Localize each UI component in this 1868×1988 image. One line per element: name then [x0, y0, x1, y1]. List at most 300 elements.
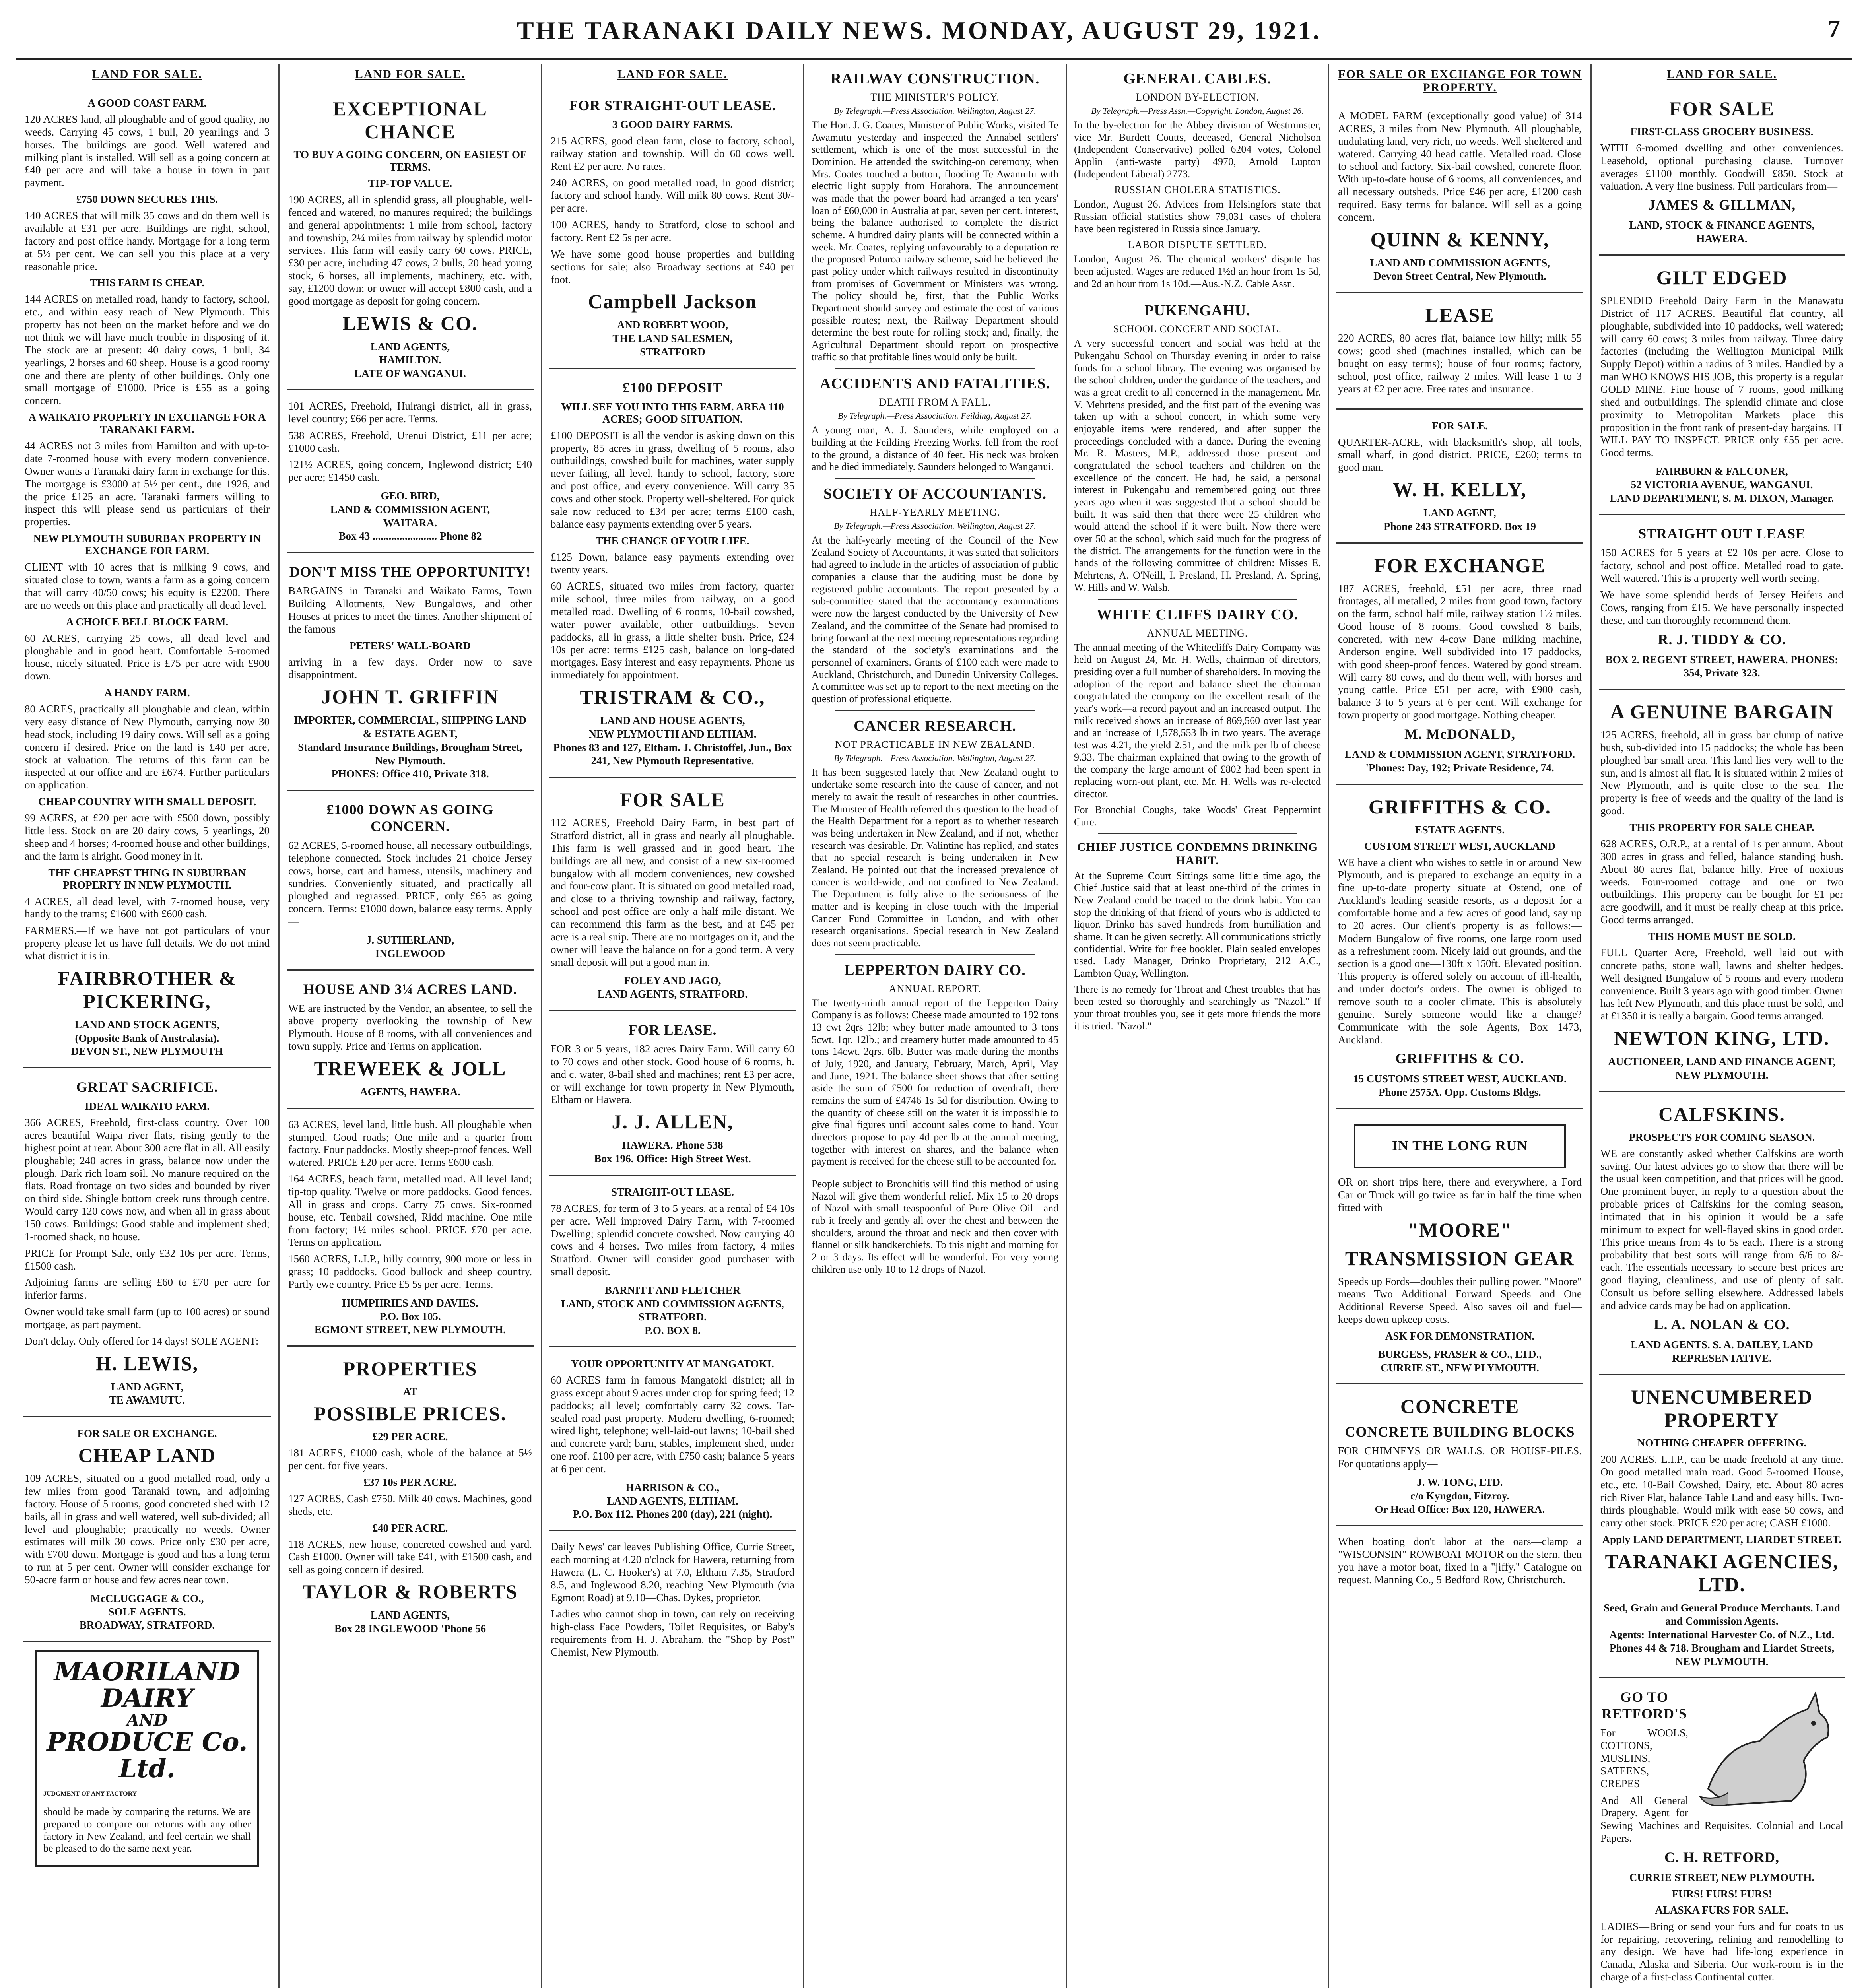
article-headline: ACCIDENTS AND FATALITIES. [819, 375, 1051, 392]
logo-line: MAORILAND DAIRY [54, 1657, 241, 1714]
fur-subheading: ALASKA FURS FOR SALE. [1655, 1904, 1789, 1916]
ad-apply: Apply LAND DEPARTMENT, LIARDET STREET. [1602, 1533, 1842, 1545]
ad-title: FOR SALE [1669, 97, 1775, 120]
ad-note: Owner would take small farm (up to 100 acres) or sound mortgage, as part payment. [25, 1306, 270, 1330]
ad-body: 144 ACRES on metalled road, handy to factory, school, etc., and within easy reach of New Plymouth. This property has not been on the market before and we do not think we will have much trouble in disposing of it. The stock are at present: 40 dairy cows, 1 bull, 34 yearlings, 2 horses and 60 sheep. House is a good roomy one and there are plenty of other buildings. Only one small mortgage of £1000. Price is £55 as a going concern. [25, 293, 270, 407]
ad-body: 80 ACRES, practically all ploughable and clean, within very easy distance of New Plymouth, carrying now 30 head stock, including 19 dairy cows. Will sell as a going concern if desired. Price on the land is £40 per acre, stock at valuation. The returns of this farm can be inspected at our office and are £674. Further particulars on application. [25, 703, 270, 791]
ad-fairburn-falconer [1599, 256, 1845, 515]
notice-car-service: Daily News' car leaves Publishing Office, Currie Street, each morning at 4.20 o'clock for Hawera, returning from Hawera (L. C. Hooker's) at 7.0, Eltham 7.35, Stratford 8.5, and Inglewood 8.20, reaching New Plymouth (via Egmont Road) at 9.10—Chas. Dykes, proprietor. [551, 1541, 794, 1604]
agent-line: NEW PLYMOUTH AND ELTHAM. [588, 728, 757, 740]
ad-tiddy [1599, 515, 1845, 690]
ad-body: FOR 3 or 5 years, 182 acres Dairy Farm. Will carry 60 to 70 cows and other stock. Good house of 6 rooms, h. and c. water, 8-bail shed and machines; rent £3 per acre, or will exchange for town property in New Plymouth, Eltham or Hawera. [551, 1043, 794, 1106]
ad-title: STRAIGHT OUT LEASE [1638, 526, 1806, 542]
column-4 [803, 64, 1066, 1988]
ad-title: HOUSE AND 3¼ ACRES LAND. [303, 981, 517, 997]
ad-james-gillman [1599, 87, 1845, 256]
agent-line: (Opposite Bank of Australasia). [75, 1032, 219, 1044]
article-subhead: THE MINISTER'S POLICY. [870, 91, 1000, 103]
agent-address [288, 1297, 532, 1337]
article-subhead: LABOR DISPUTE SETTLED. [1128, 239, 1267, 251]
agent-address [1338, 507, 1582, 534]
article-body: It has been suggested lately that New Zealand ought to undertake some research into the cause of cancer, and not merely to await the result of researches in other countries. The Minister of Health referred this question to the head of the Health Department for a report as to whether research was being undertaken in New Zealand, and if not, whether research was desirable. Dr. Valintine has replied, and states that no special research is being undertaken in New Zealand. He pointed out that the increased prevalence of cancer is world-wide, and not confined to New Zealand. The Department is fully alive to the seriousness of the matter and is keeping in close touch with the Imperial Cancer Fund Committee in London, and with other research organisations. Special research in New Zealand does not seem practicable. [812, 766, 1058, 949]
ad-brand: TRANSMISSION GEAR [1345, 1247, 1575, 1270]
agent-name: Campbell Jackson [588, 290, 757, 313]
ad-title: £1000 DOWN AS GOING CONCERN. [326, 802, 494, 835]
divider [1098, 599, 1297, 600]
ad-subtitle: FIRST-CLASS GROCERY BUSINESS. [1630, 126, 1814, 138]
ad-body: BARGAINS in Taranaki and Waikato Farms, Town Building Allotments, New Bungalows, and other Houses at prices to meet the times. Another shipment of the famous [288, 585, 532, 635]
agent-name: TREWEEK & JOLL [314, 1057, 507, 1079]
ad-h-lewis [23, 1068, 271, 1417]
ad-taranaki-agencies [1599, 1375, 1845, 1678]
ad-body: 187 ACRES, freehold, £51 per acre, three road frontages, all metalled, 2 miles from good town, factory on the farm, school half mile, railway station 1½ miles. Good house of 8 rooms. Good cowshed 8 bails, concreted, with new 4-cow Dane milking machine, Anderson engine. Well subdivided into 17 paddocks, with good sheep-proof fences. Watered by good stream. Will carry 80 cows, and do them well, with horses and young cattle. Price £51 per acre, with £900 cash, balance 3 to 5 years at 6 per cent. Will exchange for town property or good mortgage. Nothing cheaper. [1338, 582, 1582, 721]
agent-line: LAND AGENTS, STRATFORD. [597, 988, 748, 1000]
agent-line: LAND, STOCK & FINANCE AGENTS, [1629, 219, 1815, 231]
ad-subtitle: AT [403, 1386, 417, 1398]
ad-price: £37 10s PER ACRE. [363, 1476, 457, 1488]
ad-price: £40 PER ACRE. [372, 1522, 448, 1534]
agent-line: Phones 83 and 127, Eltham. J. Christoffel, Jun., Box 241, New Plymouth Representative. [553, 741, 792, 767]
column-heading: LAND FOR SALE. [617, 68, 728, 81]
ad-concrete [1336, 1384, 1583, 1526]
ad-moore-gear [1336, 1109, 1583, 1385]
article-body: A young man, A. J. Saunders, while employed on a building at the Feilding Freezing Works, fell from the roof to the ground, a distance of 40 feet. His neck was broken and he died immediately. Saunders belonged to Wanganui. [812, 424, 1058, 473]
ad-title: POSSIBLE PRICES. [314, 1402, 507, 1425]
article-headline: WHITE CLIFFS DAIRY CO. [1097, 606, 1298, 623]
ad-retford-furs [1599, 1678, 1845, 1988]
ad-body: And All General Drapery. Agent for Sewing Machines and Requisites. Colonial and Local Papers. [1600, 1794, 1843, 1844]
ad-body: 150 ACRES for 5 years at £2 10s per acre. Close to factory, school and post office. Metalled road to gate. Well watered. This is a property well worth seeing. [1600, 547, 1843, 584]
agent-name: LEWIS & CO. [342, 312, 478, 334]
ad-body: FULL Quarter Acre, Freehold, well laid out with concrete paths, stone wall, lawns and shelter hedges. Well designed Bungalow of 5 rooms and every modern convenience. Built 3 years ago with good timber. Owner has left New Plymouth, and this place must be sold, and at £1350 it is really a bargain. Good terms arranged. [1600, 947, 1843, 1022]
ad-fairbrother-pickering [23, 87, 271, 1068]
maoriland-dairy-logo [35, 1650, 259, 1867]
ad-subtitle: £750 DOWN SECURES THIS. [76, 193, 218, 206]
agent-line: THE LAND SALESMEN, [612, 332, 733, 345]
ad-nolan-calfskins [1599, 1092, 1845, 1375]
agent-line: INGLEWOOD [375, 947, 445, 959]
article-headline: CANCER RESEARCH. [854, 717, 1016, 734]
agent-address [1338, 1072, 1582, 1099]
agent-line: HAMILTON. [379, 354, 441, 366]
agent-name: GEO. BIRD, [381, 490, 440, 502]
agent-line: HAWERA. [1696, 233, 1748, 245]
ad-subtitle: TO BUY A GOING CONCERN, ON EASIEST OF TERMS. [293, 149, 527, 173]
agent-line: LAND AND HOUSE AGENTS, [600, 714, 745, 727]
column-1 [16, 64, 278, 1988]
ad-body: 62 ACRES, 5-roomed house, all necessary outbuildings, telephone connected. Stock includes 21 choice Jersey cows, horse, cart and harness, utensils, machinery and sundries. Conveniently situated, and practically all ploughed and regrassed. PRICE, only £65 as going concern. Terms: £1000 down, balance easy terms. Apply— [288, 839, 532, 928]
ad-title: CONCRETE [1400, 1395, 1520, 1418]
divider [835, 368, 1035, 369]
ad-body: WE are instructed by the Vendor, an absentee, to sell the above property overlooking the township of New Plymouth. House of 8 rooms, with all conveniences and town supply. Price and Terms on application. [288, 1002, 532, 1052]
agent-line: LAND AGENTS, ELTHAM. [607, 1495, 738, 1507]
page-number: 7 [1827, 15, 1840, 43]
ad-title: EXCEPTIONAL CHANCE [333, 97, 487, 143]
logo-heading: JUDGMENT OF ANY FACTORY [43, 1790, 137, 1798]
ad-body: Speeds up Fords—doubles their pulling power. "Moore" means Two Additional Forward Speeds and One Additional Reverse Speed. Also saves oil and fuel—keeps down upkeep costs. [1338, 1275, 1582, 1326]
agent-name: BURGESS, FRASER & CO., LTD., [1378, 1348, 1542, 1360]
ad-listing: 127 ACRES, Cash £750. Milk 40 cows. Machines, good sheds, etc. [288, 1492, 532, 1517]
ad-body: 125 ACRES, freehold, all in grass bar clump of native bush, sub-divided into 15 paddocks; the whole has been ploughed bar small area. This land lies very well to the sun, and is almost all flat. It is situated within 2 miles of New Plymouth, and is quite close to the sea. The property is free of weeds and the quality of the land is good. [1600, 729, 1843, 817]
ad-box [1354, 1124, 1566, 1168]
ad-title: CHEAP LAND [78, 1444, 216, 1467]
agent-line: LAND AGENTS, [370, 340, 450, 353]
logo-line: PRODUCE Co. Ltd. [47, 1727, 248, 1784]
ad-title: FOR SALE [620, 788, 725, 811]
ad-title: A GOOD COAST FARM. [87, 97, 207, 109]
agent-line: LAND AGENT, [111, 1380, 184, 1393]
ad-title: GREAT SACRIFICE. [76, 1079, 218, 1095]
agent-line: Box 28 INGLEWOOD 'Phone 56 [334, 1622, 486, 1635]
ad-brand: "MOORE" [1407, 1218, 1513, 1241]
ad-listing: 121½ ACRES, going concern, Inglewood district; £40 per acre; £1450 cash. [288, 458, 532, 483]
agent-line: Phone 2575A. Opp. Customs Bldgs. [1379, 1086, 1541, 1099]
ad-body: OR on short trips here, there and everywhere, a Ford Car or Truck will go twice as far in half the time when fitted with [1338, 1176, 1582, 1213]
article-body: The Hon. J. G. Coates, Minister of Public Works, visited Te Awamutu yesterday and inspected the Annabel settlers' settlement, which is one of the most successful in the Dominion. He attended the switching-on ceremony, when Mrs. Coates touched a button, flooding Te Awamutu with electric light supply from Horahora. The announcement was made that the power board had arranged a ten years' loan of £60,000 in Australia at par, seven per cent. interest, being the balance authorised to complete the district scheme. A hundred dairy plants will be connected within a week. Mr. Coates, replying unfavourably to a deputation re the proposed Puturoa railway scheme, said he believed the past policy under which railways resulted in discontinuity from promises of Government or Ministers was wrong. The policy should be, first, that the Public Works Department should survey and estimate the cost of various possible routes; next, the Railway Department should determine the best route for rolling stock; and, finally, the Agricultural Department should report on prospective traffic so that profitable lines would only be built. [812, 119, 1058, 363]
article-body: At the half-yearly meeting of the Council of the New Zealand Society of Accountants, it was stated that solicitors had agreed to include in the articles of association of public companies a clause that the auditing must be done by registered public accountants. The report presented by a sub-committee stated that the accountancy examinations were now the largest conducted by the University of New Zealand, and the committee of the Senate had promised to bring forward at the next meeting representations regarding the standard of the society's examinations and the personnel of examiners. Grants of £100 each were made to Auckland, Christchurch, and Dunedin University Colleges. A committee was set up to report to the next meeting on the question of professional etiquette. [812, 534, 1058, 705]
agent-line: LAND AGENTS, [370, 1609, 450, 1621]
ad-title: STRAIGHT-OUT LEASE. [611, 1186, 734, 1198]
ad-foley-jago [549, 778, 796, 1011]
ad-subtitle: WILL SEE YOU INTO THIS FARM. AREA 110 ACRES; GOOD SITUATION. [561, 400, 784, 425]
ad-body: £125 Down, balance easy payments extending over twenty years. [551, 551, 794, 576]
agent-line: BOX 2. REGENT STREET, HAWERA. PHONES: 354, Private 323. [1605, 653, 1839, 679]
agent-name: M. McDONALD, [1404, 726, 1515, 742]
column-6 [1328, 64, 1590, 1988]
article-subhead: LONDON BY-ELECTION. [1136, 91, 1259, 103]
agent-line: AGENTS, HAWERA. [360, 1086, 460, 1098]
ad-note: Adjoining farms are selling £60 to £70 per acre for inferior farms. [25, 1276, 270, 1301]
ad-subtitle: THIS PROPERTY FOR SALE CHEAP. [1629, 821, 1814, 834]
agent-address [288, 1609, 532, 1636]
column-heading: LAND FOR SALE. [92, 68, 202, 81]
ad-listing: 118 ACRES, new house, concreted cowshed and yard. Cash £1000. Owner will take £41, with £1500 cash, and sell as going concern if desired. [288, 1538, 532, 1576]
article-byline: By Telegraph.—Press Association. Wellington, August 27. [834, 753, 1036, 763]
ad-body: 78 ACRES, for term of 3 to 5 years, at a rental of £4 10s per acre. Well improved Dairy Farm, with 7-roomed Dwelling; splendid concrete cowshed. Now carrying 40 cows and 4 horses. Two miles from factory, 4 miles Stratford. Owner will consider good purchaser with small deposit. [551, 1202, 794, 1278]
agent-line: AUCTIONEER, LAND AND FINANCE AGENT, NEW PLYMOUTH. [1608, 1056, 1836, 1081]
advert-nazol: People subject to Bronchitis will find this method of using Nazol will give them wonderful relief. Mix 15 to 20 drops of Nazol with small teaspoonful of Pure Olive Oil—and rub it freely and gently all over the chest and between the shoulders, around the throat and neck and then cover with flannel or silk handkerchiefs. To this night and morning for 2 or 3 days. Its effect will be wonderful. For very young children use only 10 to 12 drops of Nazol. [812, 1178, 1058, 1275]
ad-body: arriving in a few days. Order now to save disappointment. [288, 656, 532, 681]
newspaper-title: THE TARANAKI DAILY NEWS. MONDAY, AUGUST 29, 1921. [517, 16, 1321, 45]
agent-address [25, 1380, 270, 1408]
ad-wisconsin-motor [1336, 1526, 1583, 1599]
ad-title: A CHOICE BELL BLOCK FARM. [66, 615, 229, 628]
fox-illustration-icon [1692, 1685, 1843, 1813]
agent-name: TRISTRAM & CO., [580, 686, 765, 709]
ad-title: A GENUINE BARGAIN [1610, 701, 1834, 723]
logo-body: should be made by comparing the returns. We are prepared to compare our returns with any other factory in New Zealand, and feel certain we shall be pleased to do the same next year. [43, 1806, 251, 1854]
ad-barnitt-fletcher [549, 1176, 796, 1347]
agent-name: TAYLOR & ROBERTS [302, 1580, 518, 1603]
ad-title: GILT EDGED [1656, 266, 1788, 289]
ad-harrison [549, 1347, 796, 1531]
ad-lease [1336, 293, 1583, 409]
ad-body: FOR CHIMNEYS OR WALLS. OR HOUSE-PILES. For quotations apply— [1338, 1445, 1582, 1470]
ad-body: 4 ACRES, all dead level, with 7-roomed house, very handy to the trams; £1600 with £600 cash. [25, 895, 270, 920]
advert-peppermint-cure: For Bronchial Coughs, take Woods' Great Peppermint Cure. [1074, 804, 1321, 828]
agent-name: HUMPHRIES AND DAVIES. [342, 1297, 478, 1309]
agent-address [288, 340, 532, 381]
agent-line: AND ROBERT WOOD, [617, 319, 728, 331]
ad-listing: 181 ACRES, £1000 cash, whole of the balance at 5½ per cent. for five years. [288, 1447, 532, 1472]
article-byline: By Telegraph.—Press Association. Feilding, August 27. [838, 411, 1032, 421]
ad-listing: 240 ACRES, on good metalled road, in good district; factory and school handy. Will milk 80 cows. Rent 30/- per acre. [551, 177, 794, 214]
agent-name: R. J. TIDDY & CO. [1658, 631, 1786, 647]
column-5 [1066, 64, 1328, 1988]
fur-heading: FURS! FURS! FURS! [1672, 1887, 1772, 1900]
agent-name: C. H. RETFORD, [1664, 1849, 1779, 1866]
agent-line: LATE OF WANGANUI. [354, 367, 466, 380]
ad-list: For WOOLS, COTTONS, MUSLINS, SATEENS, CREPES [1600, 1727, 1688, 1790]
agent-line: Box 43 ........................ Phone 82 [338, 530, 482, 542]
ad-body: QUARTER-ACRE, with blacksmith's shop, all tools, small wharf, in good district. PRICE, £260; terms to good man. [1338, 436, 1582, 474]
agent-address [551, 714, 794, 768]
ad-title: FOR LEASE. [628, 1021, 717, 1038]
ad-listing: 1560 ACRES, L.I.P., hilly country, 900 more or less in grass; 10 paddocks. Good bullock and sheep country. Partly ewe country. Price £5 5s per acre. Terms. [288, 1253, 532, 1291]
agent-address [288, 489, 532, 543]
divider [1098, 833, 1297, 834]
agent-line: TE AWAMUTU. [109, 1394, 185, 1406]
ad-subtitle: PETERS' WALL-BOARD [350, 639, 471, 652]
ad-body: 190 ACRES, all in splendid grass, all ploughable, well-fenced and watered, no manures required; the buildings and general appointments: 1 mile from school, factory and township, 2¼ miles from railway by splendid motor services. This farm will easily carry 60 cows. PRICE, £30 per acre, including 47 cows, 2 bulls, 20 head young stock, 6 horses, all implements, machinery, etc. with, say, £1200 down; or owner will accept £800 cash, and a good mortgage as deposit for going concern. [288, 194, 532, 307]
agent-line: P.O. Box 105. [379, 1310, 441, 1322]
ad-title: A HANDY FARM. [104, 687, 190, 699]
ad-subtitle: THIS HOME MUST BE SOLD. [1648, 930, 1796, 943]
advert-nazol: There is no remedy for Throat and Chest troubles that has been tested so thoroughly and searchingly as "Nazol." If your throat troubles you, see it gets more friends the more it is tried. "Nazol." [1074, 983, 1321, 1032]
ad-mccluggage [23, 1417, 271, 1642]
ad-griffiths [1336, 785, 1583, 1109]
agent-line: P.O. Box 112. Phones 200 (day), 221 (night). [573, 1508, 773, 1520]
agent-name: W. H. KELLY, [1393, 478, 1527, 501]
agent-name: HARRISON & CO., [625, 1481, 720, 1493]
ad-geo-bird [287, 390, 534, 553]
ad-heading: FOR SALE OR EXCHANGE. [77, 1427, 217, 1440]
agent-line: DEVON ST., NEW PLYMOUTH [71, 1045, 223, 1058]
agent-line: Standard Insurance Buildings, Brougham Street, New Plymouth. [298, 741, 522, 767]
ad-listing: 63 ACRES, level land, little bush. All ploughable when stumped. Good roads; One mile and a quarter from factory. Four paddocks. Mostly sheep-proof fences. Well watered. PRICE £20 per acre. Terms £600 cash. [288, 1118, 532, 1169]
article-headline: CHIEF JUSTICE CONDEMNS DRINKING HABIT. [1077, 840, 1318, 867]
article-body: The twenty-ninth annual report of the Lepperton Dairy Company is as follows: Cheese made amounted to 192 tons 13 cwt 2qrs 12lb; whey butter made amounted to 3 tons 5cwt. 1qr. 12lb.; and creamery butter made amounted to 45 tons 14cwt. 2qrs. 6lb. Butter was made during the months of July, 1920, and January, February, March, April, May and June, 1921. The balance sheet shows that after setting aside the sum of £500 for reduction of overdraft, there remains the sum of £4746 1s 5d for distribution. Owing to the quantity of cheese still on the water it is impossible to give final figures until account sales come to hand. Your directors propose to pay 4d per lb at the annual meeting, together with interest on shares, and the balance when payment is received for the cheese still to be accounted for. [812, 997, 1058, 1167]
agent-line: WAITARA. [383, 516, 437, 529]
ad-body: 60 ACRES farm in famous Mangatoki district; all in grass except about 9 acres under crop for spring feed; 12 paddocks; all level; comfortably carry 32 cows. Tar-sealed road past property. Modern dwelling, 6-roomed; wired light, telephone; well-laid-out lawns; 10-bail shed and concrete yard; barn, stables, implement shed, under one roof. £100 per acre, with £750 cash; balance 5 years at 6 per cent. [551, 1374, 794, 1475]
ad-subtitle: PROSPECTS FOR COMING SEASON. [1629, 1131, 1815, 1143]
agent-line: Box 196. Office: High Street West. [594, 1153, 751, 1165]
agent-name: FOLEY AND JAGO, [624, 975, 721, 987]
agent-address [1338, 1476, 1582, 1516]
agent-address [288, 934, 532, 961]
agent-line: LAND, STOCK AND COMMISSION AGENTS, [561, 1297, 784, 1310]
article-headline: PUKENGAHU. [1144, 302, 1251, 319]
ad-body: WITH 6-roomed dwelling and other conveniences. Leasehold, optional purchasing clause. Turnover averages £1100 monthly. Goodwill £850. Stock at valuation. A very fine business. Full particulars from— [1600, 142, 1843, 192]
agent-address [25, 1592, 270, 1632]
agent-line: Or Head Office: Box 120, HAWERA. [1375, 1503, 1545, 1515]
agent-address [551, 1481, 794, 1521]
ad-mcdonald [1336, 544, 1583, 785]
ad-body: 99 ACRES, at £20 per acre with £500 down, possibly little less. Stock on are 20 dairy cows, 5 yearlings, 20 sheep and 4 horses; 4-roomed house and other buildings, and the farm is alright. Good money in it. [25, 812, 270, 862]
ad-title: DON'T MISS THE OPPORTUNITY! [289, 564, 531, 580]
ad-title: GRIFFITHS & CO. [1368, 795, 1551, 818]
ad-treweek-joll [287, 971, 534, 1109]
agent-line: BROADWAY, STRATFORD. [79, 1619, 215, 1631]
ad-body: A MODEL FARM (exceptionally good value) of 314 ACRES, 3 miles from New Plymouth. All ploughable, undulating land, very rich, no weeds. Well sheltered and watered. Carrying 40 head cattle. Metalled road. Close to school and factory. Six-bail cowshed, concrete floor. With up-to-date house of 6 rooms, all conveniences, and all necessary outsheds. Price £46 per acre, £1200 cash required. Easy terms for balance. Will sell as a going concern. [1338, 110, 1582, 223]
ad-john-griffin [287, 553, 534, 791]
ad-listing: 100 ACRES, handy to Stratford, close to school and factory. Rent £2 5s per acre. [551, 219, 794, 244]
agent-address [1338, 256, 1582, 283]
ad-note: We have some good house properties and building sections for sale; also Broadway sections at £40 per foot. [551, 248, 794, 285]
agent-line: EGMONT STREET, NEW PLYMOUTH. [314, 1324, 506, 1336]
ad-body: 112 ACRES, Freehold Dairy Farm, in best part of Stratford district, all in grass and nearly all ploughable. This farm is well grassed and in good heart. The buildings are all new, and consist of a new six-roomed bungalow with all modern conveniences, new cowshed and four-cow plant. It is situated on good metalled road, and close to a thriving township and railway, factory, school and post office are only a half mile distant. We can recommend this farm as the best, and at £45 per acre is a real snip. There are no mortgages on it, and the owner will leave the balance on for a good term. A very small deposit will put a good man in. [551, 817, 794, 968]
ad-note: Don't delay. Only offered for 14 days! SOLE AGENT: [25, 1335, 259, 1347]
article-headline: LEPPERTON DAIRY CO. [844, 961, 1026, 978]
ad-callout: ASK FOR DEMONSTRATION. [1385, 1330, 1535, 1342]
agent-line: STRATFORD [640, 346, 705, 358]
ad-subtitle: CONCRETE BUILDING BLOCKS [1345, 1424, 1575, 1440]
ad-title: NEW PLYMOUTH SUBURBAN PROPERTY IN EXCHANGE FOR FARM. [33, 532, 261, 557]
article-byline: By Telegraph.—Press Assn.—Copyright. London, August 26. [1091, 106, 1304, 116]
agent-name: H. LEWIS, [95, 1352, 199, 1375]
agent-address [551, 318, 794, 359]
agent-line: IMPORTER, COMMERCIAL, SHIPPING LAND & ESTATE AGENT, [294, 714, 526, 740]
agent-line: Phone 243 STRATFORD. Box 19 [1384, 520, 1536, 532]
agent-name: McCLUGGAGE & CO., [90, 1592, 204, 1604]
ad-title: CHEAP COUNTRY WITH SMALL DEPOSIT. [38, 796, 256, 808]
ad-body: SPLENDID Freehold Dairy Farm in the Manawatu District of 117 ACRES. Beautiful flat country, all ploughable, subdivided into 10 paddocks, well watered; will carry 60 cows; 3 miles from railway. Three dairy factories (including the Wellington Municipal Milk Supply Depot) within a radius of 3 miles. Handled by a man WHO KNOWS HIS JOB, this property is a regular GOLD MINE. Fine house of 7 rooms, good milking shed and outbuildings. The splendid climate and close proximity to Metropolitan Markets place this proposition in the front rank of present-day bargains. IT WILL PAY TO INSPECT. PRICE only £55 per acre. Good terms. [1600, 294, 1843, 459]
ad-body: £100 DEPOSIT is all the vendor is asking down on this property, 85 acres in grass, dwelling of 5 rooms, also outbuildings, cowshed built for machines, water supply never failing, all level, handy to school, factory, store and post office, and every convenience. Will carry 35 cows and other stock. Property well-sheltered. For quick sale now reduced to £34 per acre; terms £100 cash, balance easy payments extending over 5 years. [551, 429, 794, 530]
agent-name: FAIRBROTHER & PICKERING, [58, 967, 237, 1012]
agent-line: Devon Street Central, New Plymouth. [1373, 270, 1546, 282]
article-body: A very successful concert and social was held at the Pukengahu School on Thursday evening in order to raise funds for a school library. The evening was organised by the school children, under the guidance of the teachers, and was a great credit to all concerned in the management. Mr. V. Mehrtens presided, and the first part of the evening was taken up with a school concert, in which some very enjoyable items were rendered, and after supper the proceedings concluded with a dance. During the evening Mr. R. Masters, M.P., addressed those present and congratulated the school teachers and children on the excellence of the concert. He had, he said, a personal interest in Pukengahu and remembered going out three years ago when it was suggested that a school should be built. It was said then that there were 25 children who would attend the school if it were built. Now there were over 50 at the school, which said much for the progress of the district. The arrangements for the function were in the hands of the following committee of children: Misses E. Mehrtens, A. O'Neill, I. Presland, H. Presland, A. Spring, W. Hills and W. Walsh. [1074, 338, 1321, 593]
agent-name: J. J. ALLEN, [612, 1110, 734, 1133]
ad-tristram [549, 369, 796, 778]
agent-address [1600, 219, 1843, 246]
agent-name: J. W. TONG, LTD. [1417, 1476, 1503, 1489]
ad-body: LADIES—Bring or send your furs and fur coats to us for repairing, recovering, relining and remodelling to any design. We have had life-long experience in Canada, Alaska and Siberia. Our work-room is in the charge of a first-class Continental cutter. [1600, 1920, 1843, 1983]
ad-body: WE have a client who wishes to settle in or around New Plymouth, and is prepared to exchange an equity in a fine up-to-date property situate at Ostend, one of Auckland's leading seaside resorts, as a deposit for a comfortable home and a few acres of good land, say up to 20 acres. Our client's property is as follows:—Modern Bungalow of five rooms, one large room used as a refreshment room. Nicely laid out grounds, and the section is a good one—130ft x 150ft. Elevated position. This property is offered solely on account of ill-health, and under doctor's orders. The owner is obliged to remove south to a cooler climate. This is absolutely genuine. Surely someone would like a change? Communicate with the sole Agents, Box 1473, Auckland. [1338, 856, 1582, 1046]
agent-line: P.O. BOX 8. [645, 1324, 701, 1337]
masthead-rule [16, 58, 1852, 60]
notice-chemist: Ladies who cannot shop in town, can rely on receiving high-class Face Powders, Toilet Requisites, or Baby's requirements from H. J. Abraham, the "Shop by Post" Chemist, New Plymouth. [551, 1608, 794, 1658]
ad-price: PRICE for Prompt Sale, only £32 10s per acre. Terms, £1500 cash. [25, 1247, 270, 1272]
agent-address [25, 1018, 270, 1058]
ad-body: 60 ACRES, situated two miles from factory, quarter mile school, three miles from railway, on a good metalled road. Dwelling of 6 rooms, 10-bail cowshed, water power available, other outbuildings. Seven paddocks, all in grass, a little shelter bush. Price, £24 10s per acre: terms £125 cash, balance on long-dated mortgages. Easy interest and easy repayments. Phone us immediately for appointment. [551, 580, 794, 681]
agent-line: Agents: International Harvester Co. of N.Z., Ltd. [1609, 1629, 1835, 1641]
agent-line: LAND AND COMMISSION AGENTS, [1369, 256, 1550, 269]
ad-title: CALFSKINS. [1658, 1103, 1785, 1125]
ad-body: 109 ACRES, situated on a good metalled road, only a few miles from good Taranaki town, and adjoining factory. House of 5 rooms, good concreted shed with 12 bails, all in grass and well watered, well sub-divided; all level and ploughable; practically no weeds. Owner estimates will milk 30 cows. Price only £30 per acre, with £700 down. Mortgage is good and has a long term to run at 5 per cent. Owner will consider exchange for 50-acre farm or house and few acres near town. [25, 1472, 270, 1586]
agent-name: J. SUTHERLAND, [366, 934, 454, 946]
agent-line: LAND AND STOCK AGENTS, [74, 1018, 220, 1031]
agent-name: JAMES & GILLMAN, [1648, 197, 1796, 213]
ad-notices [549, 1531, 796, 1672]
agent-address [288, 714, 532, 781]
column-7 [1590, 64, 1852, 1988]
article-body: London, August 26. The chemical workers' dispute has been adjusted. Wages are reduced 1½d an hour from 1s 5d, and 2d an hour from 1s 10d.—Aus.-N.Z. Cable Assn. [1074, 253, 1321, 289]
column-heading: LAND FOR SALE. [1666, 68, 1777, 81]
ad-body: 44 ACRES not 3 miles from Hamilton and with up-to-date 7-roomed house with every modern convenience. Owner wants a Taranaki dairy farm in exchange for this. The mortgage is £3000 at 5½ per cent., due 1926, and the price £125 an acre. Taranaki farmers willing to inspect this will please send us particulars of their properties. [25, 440, 270, 528]
article-subhead: SCHOOL CONCERT AND SOCIAL. [1113, 323, 1282, 335]
ad-subtitle: THE CHANCE OF YOUR LIFE. [596, 534, 750, 547]
agent-line: c/o Kyngdon, Fitzroy. [1410, 1489, 1509, 1502]
ad-body: WE are constantly asked whether Calfskins are worth saving. Our latest advices go to show that there will be the usual keen competition, and that prices will be good. One prominent buyer, in reply to a question about the probable prices of Calfskins for the coming season, intimated that in his opinion it would be a safe minimum to expect for well-flayed skins in good order. This price means from 4s to 5s each. There is a strong probability that best sorts will range from 6/6 to 8/- each. The essentials necessary to secure best prices are good flaying, cleanliness, and use of plenty of salt. Consult us before selling elsewhere. Addressed labels and advice cards may be had on application. [1600, 1147, 1843, 1312]
agent-line: PHONES: Office 410, Private 318. [331, 768, 489, 780]
ad-title: FOR EXCHANGE [1374, 554, 1546, 577]
ad-note: FARMERS.—If we have not got particulars of your property please let us have full details. We do not mind what district it is in. [25, 924, 270, 962]
agent-line: Seed, Grain and General Produce Merchants. Land and Commission Agents. [1604, 1602, 1840, 1627]
agent-name: BARNITT AND FLETCHER [604, 1284, 741, 1296]
agent-address [1338, 748, 1582, 775]
ad-title: FOR STRAIGHT-OUT LEASE. [569, 97, 776, 113]
ad-listing: 538 ACRES, Freehold, Urenui District, £11 per acre; £1000 cash. [288, 429, 532, 454]
ad-price: £29 PER ACRE. [372, 1431, 448, 1443]
ad-listing: 164 ACRES, beach farm, metalled road. All level land; tip-top quality. Twelve or more paddocks. Good fences. All in grass and crops. Carry 75 cows. Six-roomed house, etc. Tenbail cowshed, Ridd machine. One mile from factory; 1¼ miles school. PRICE £70 per acre. Terms on application. [288, 1173, 532, 1248]
agent-line: HAWERA. Phone 538 [622, 1139, 723, 1151]
article-subhead: HALF-YEARLY MEETING. [870, 507, 1000, 518]
column-heading: LAND FOR SALE. [355, 68, 466, 81]
ad-title: FOR SALE. [1431, 419, 1488, 432]
logo-line: AND [126, 1710, 168, 1730]
ad-title: £100 DEPOSIT [622, 379, 723, 396]
agent-line: SOLE AGENTS. [108, 1606, 186, 1618]
agent-name: FAIRBURN & FALCONER, [1656, 465, 1788, 478]
article-headline: RAILWAY CONSTRUCTION. [830, 70, 1040, 87]
agent-address [551, 974, 794, 1001]
ad-body: 200 ACRES, L.I.P., can be made freehold at any time. On good metalled main road. Good 5-roomed House, etc., etc. 10-Bail Cowshed, Dairy, etc. About 80 acres rich River Flat, balance Table Land and easy hills. Two-thirds ploughable. Would milk with ease 50 cows, and carry other stock. PRICE £20 per acre; CASH £1000. [1600, 1453, 1843, 1529]
agent-name: NEWTON KING, LTD. [1614, 1027, 1830, 1050]
column-2 [278, 64, 541, 1988]
ad-sutherland [287, 791, 534, 971]
ad-subtitle: ESTATE AGENTS. [1415, 823, 1505, 836]
agent-line: LAND AGENTS. S. A. DAILEY, LAND REPRESENTATIVE. [1631, 1338, 1813, 1364]
ad-title: IN THE LONG RUN [1392, 1137, 1528, 1153]
agent-address [1338, 1348, 1582, 1375]
agent-line: 52 VICTORIA AVENUE, WANGANUI. [1631, 478, 1813, 491]
ad-body: 220 ACRES, 80 acres flat, balance low hilly; milk 55 cows; good shed (machines installed, which can be bought on easy terms); house of four rooms; factory, school, post office, railway 2 miles. Will lease 1 to 3 years at £2 per acre. Free rates and insurance. [1338, 332, 1582, 395]
ad-wh-kelly [1336, 410, 1583, 544]
agent-address [1600, 465, 1843, 505]
article-byline: By Telegraph.—Press Association. Wellington, August 27. [834, 521, 1036, 531]
ad-campbell-jackson [549, 87, 796, 369]
ad-body: 140 ACRES that will milk 35 cows and do them well is available at £31 per acre. Buildings are right, school, factory and post office handy. Mortgage for a long term at 5½ per cent. We can sell you this place at a very reasonable price. [25, 210, 270, 272]
ad-subtitle: NOTHING CHEAPER OFFERING. [1637, 1437, 1807, 1449]
article-subhead: NOT PRACTICABLE IN NEW ZEALAND. [835, 738, 1035, 750]
ad-title: YOUR OPPORTUNITY AT MANGATOKI. [571, 1357, 774, 1370]
ad-subtitle: 3 GOOD DAIRY FARMS. [612, 118, 733, 130]
agent-address [1600, 1602, 1843, 1669]
agent-line: LAND AGENT, [1423, 507, 1496, 519]
ad-body: 120 ACRES land, all ploughable and of good quality, no weeds. Carrying 45 cows, 1 bull, 20 yearlings and 3 horses. The buildings are good. Well watered and milking plant is installed. Will sell as a going concern at £40 per acre and will take a house in town in part payment. [25, 113, 270, 189]
ad-lewis-co [287, 87, 534, 390]
article-body: The annual meeting of the Whitecliffs Dairy Company was held on August 24, Mr. H. Wells, chairman of directors, presiding over a full number of shareholders. In moving the adoption of the report and balance sheet the chairman congratulated the company on the excellent result of the year's work—a record payout and an increased output. The milk received shows an increase of 869,560 over last year and an increase of 1,578,553 lb in two years. The average test was 4.21, the yield 2.51, and the milk per lb of cheese 9.33. The chairman explained that owing to the growth of the company the large amount of £802 had been spent in replacing worn-out plant, etc. Mr. H. Wells was re-elected director. [1074, 641, 1321, 800]
article-subhead: ANNUAL REPORT. [889, 982, 981, 994]
agent-name: L. A. NOLAN & CO. [1654, 1316, 1790, 1332]
ad-title: GO TO RETFORD'S [1601, 1689, 1687, 1722]
divider [835, 478, 1035, 479]
agent-line: STRATFORD. [638, 1311, 707, 1323]
agent-address [551, 1284, 794, 1338]
divider [835, 954, 1035, 955]
agent-line: 15 CUSTOMS STREET WEST, AUCKLAND. [1353, 1073, 1567, 1085]
article-body: London, August 26. Advices from Helsingfors state that Russian official statistics show 79,031 cases of cholera have been registered in Russia since January. [1074, 198, 1321, 235]
ad-title: LEASE [1425, 304, 1495, 326]
ad-listing: 215 ACRES, good clean farm, close to factory, school, railway station and township. Will do 60 cows well. Rent £2 per acre. No rates. [551, 135, 794, 172]
article-byline: By Telegraph.—Press Association. Wellington, August 27. [834, 106, 1036, 116]
ad-title: PROPERTIES [343, 1357, 478, 1380]
ad-newton-king [1599, 690, 1845, 1092]
article-subhead: DEATH FROM A FALL. [879, 396, 991, 408]
ad-note: We have some splendid herds of Jersey Heifers and Cows, ranging from £15. We have personally inspected these, and can thoroughly recommend them. [1600, 588, 1843, 626]
agent-line: CURRIE STREET, NEW PLYMOUTH. [1629, 1872, 1815, 1884]
column-3 [541, 64, 803, 1988]
